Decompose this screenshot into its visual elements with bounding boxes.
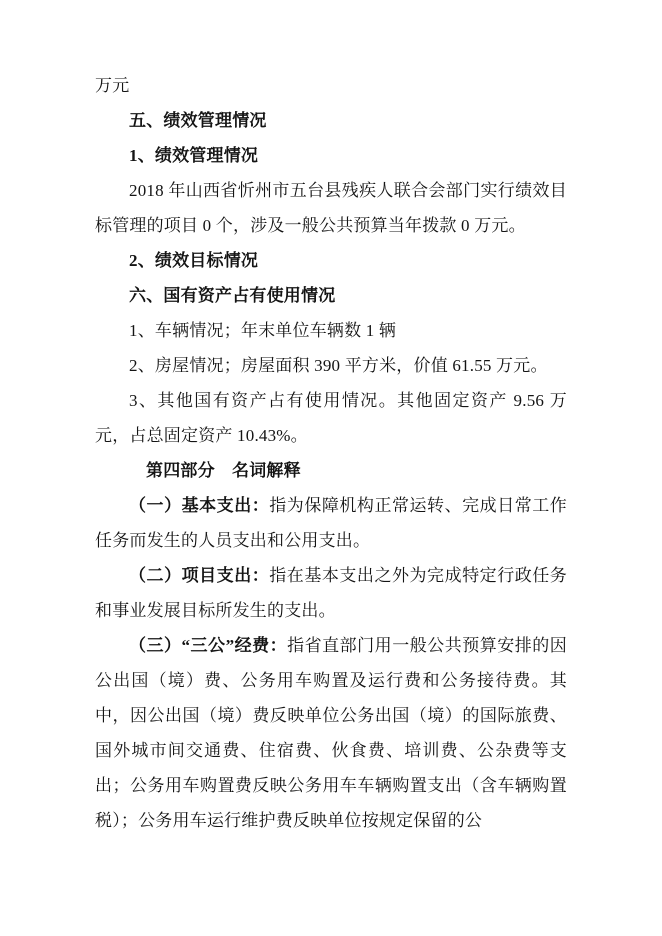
section6-item-other-assets: 3、其他国有资产占有使用情况。其他固定资产 9.56 万元，占总固定资产 10.43%。	[95, 391, 567, 445]
definition-three-public-funds	[95, 628, 567, 838]
section5-sub2-heading: 2、绩效目标情况	[129, 251, 259, 270]
continuation-text: 万元	[95, 76, 130, 95]
section6-heading: 六、国有资产占有使用情况	[129, 286, 336, 305]
definition-term: （二）项目支出：	[129, 566, 270, 585]
definition-term: （一）基本支出：	[129, 496, 270, 515]
section5-paragraph: 2018 年山西省忻州市五台县残疾人联合会部门实行绩效目标管理的项目 0 个，涉及一般公共预算当年拨款 0 万元。	[95, 181, 567, 235]
definition-project-expenditure	[95, 558, 567, 628]
definition-body: 指在基本支出之外为完成特定行政任务和事业发展目标所发生的支出。	[95, 566, 567, 620]
section6-item-vehicles: 1、车辆情况；年末单位车辆数 1 辆	[129, 321, 397, 340]
definition-body: 指为保障机构正常运转、完成日常工作任务而发生的人员支出和公用支出。	[95, 496, 567, 550]
section6-item-housing: 2、房屋情况；房屋面积 390 平方米，价值 61.55 万元。	[129, 356, 548, 375]
section5-heading: 五、绩效管理情况	[129, 111, 267, 130]
section5-sub1-heading: 1、绩效管理情况	[129, 146, 259, 165]
definition-term: （三）“三公”经费：	[129, 636, 288, 655]
definition-basic-expenditure	[95, 488, 567, 558]
definition-body: 指省直部门用一般公共预算安排的因公出国（境）费、公务用车购置及运行费和公务接待费。其中，因公出国（境）费反映单位公务出国（境）的国际旅费、国外城市间交通费、住宿费、伙食费、培训费、公杂费等支出；公务用车购置费反映公务用车车辆购置支出（含车辆购置税）；公务用车运行维护费反映单位按规定保留的公	[95, 636, 568, 830]
part4-heading: 第四部分 名词解释	[146, 461, 301, 480]
